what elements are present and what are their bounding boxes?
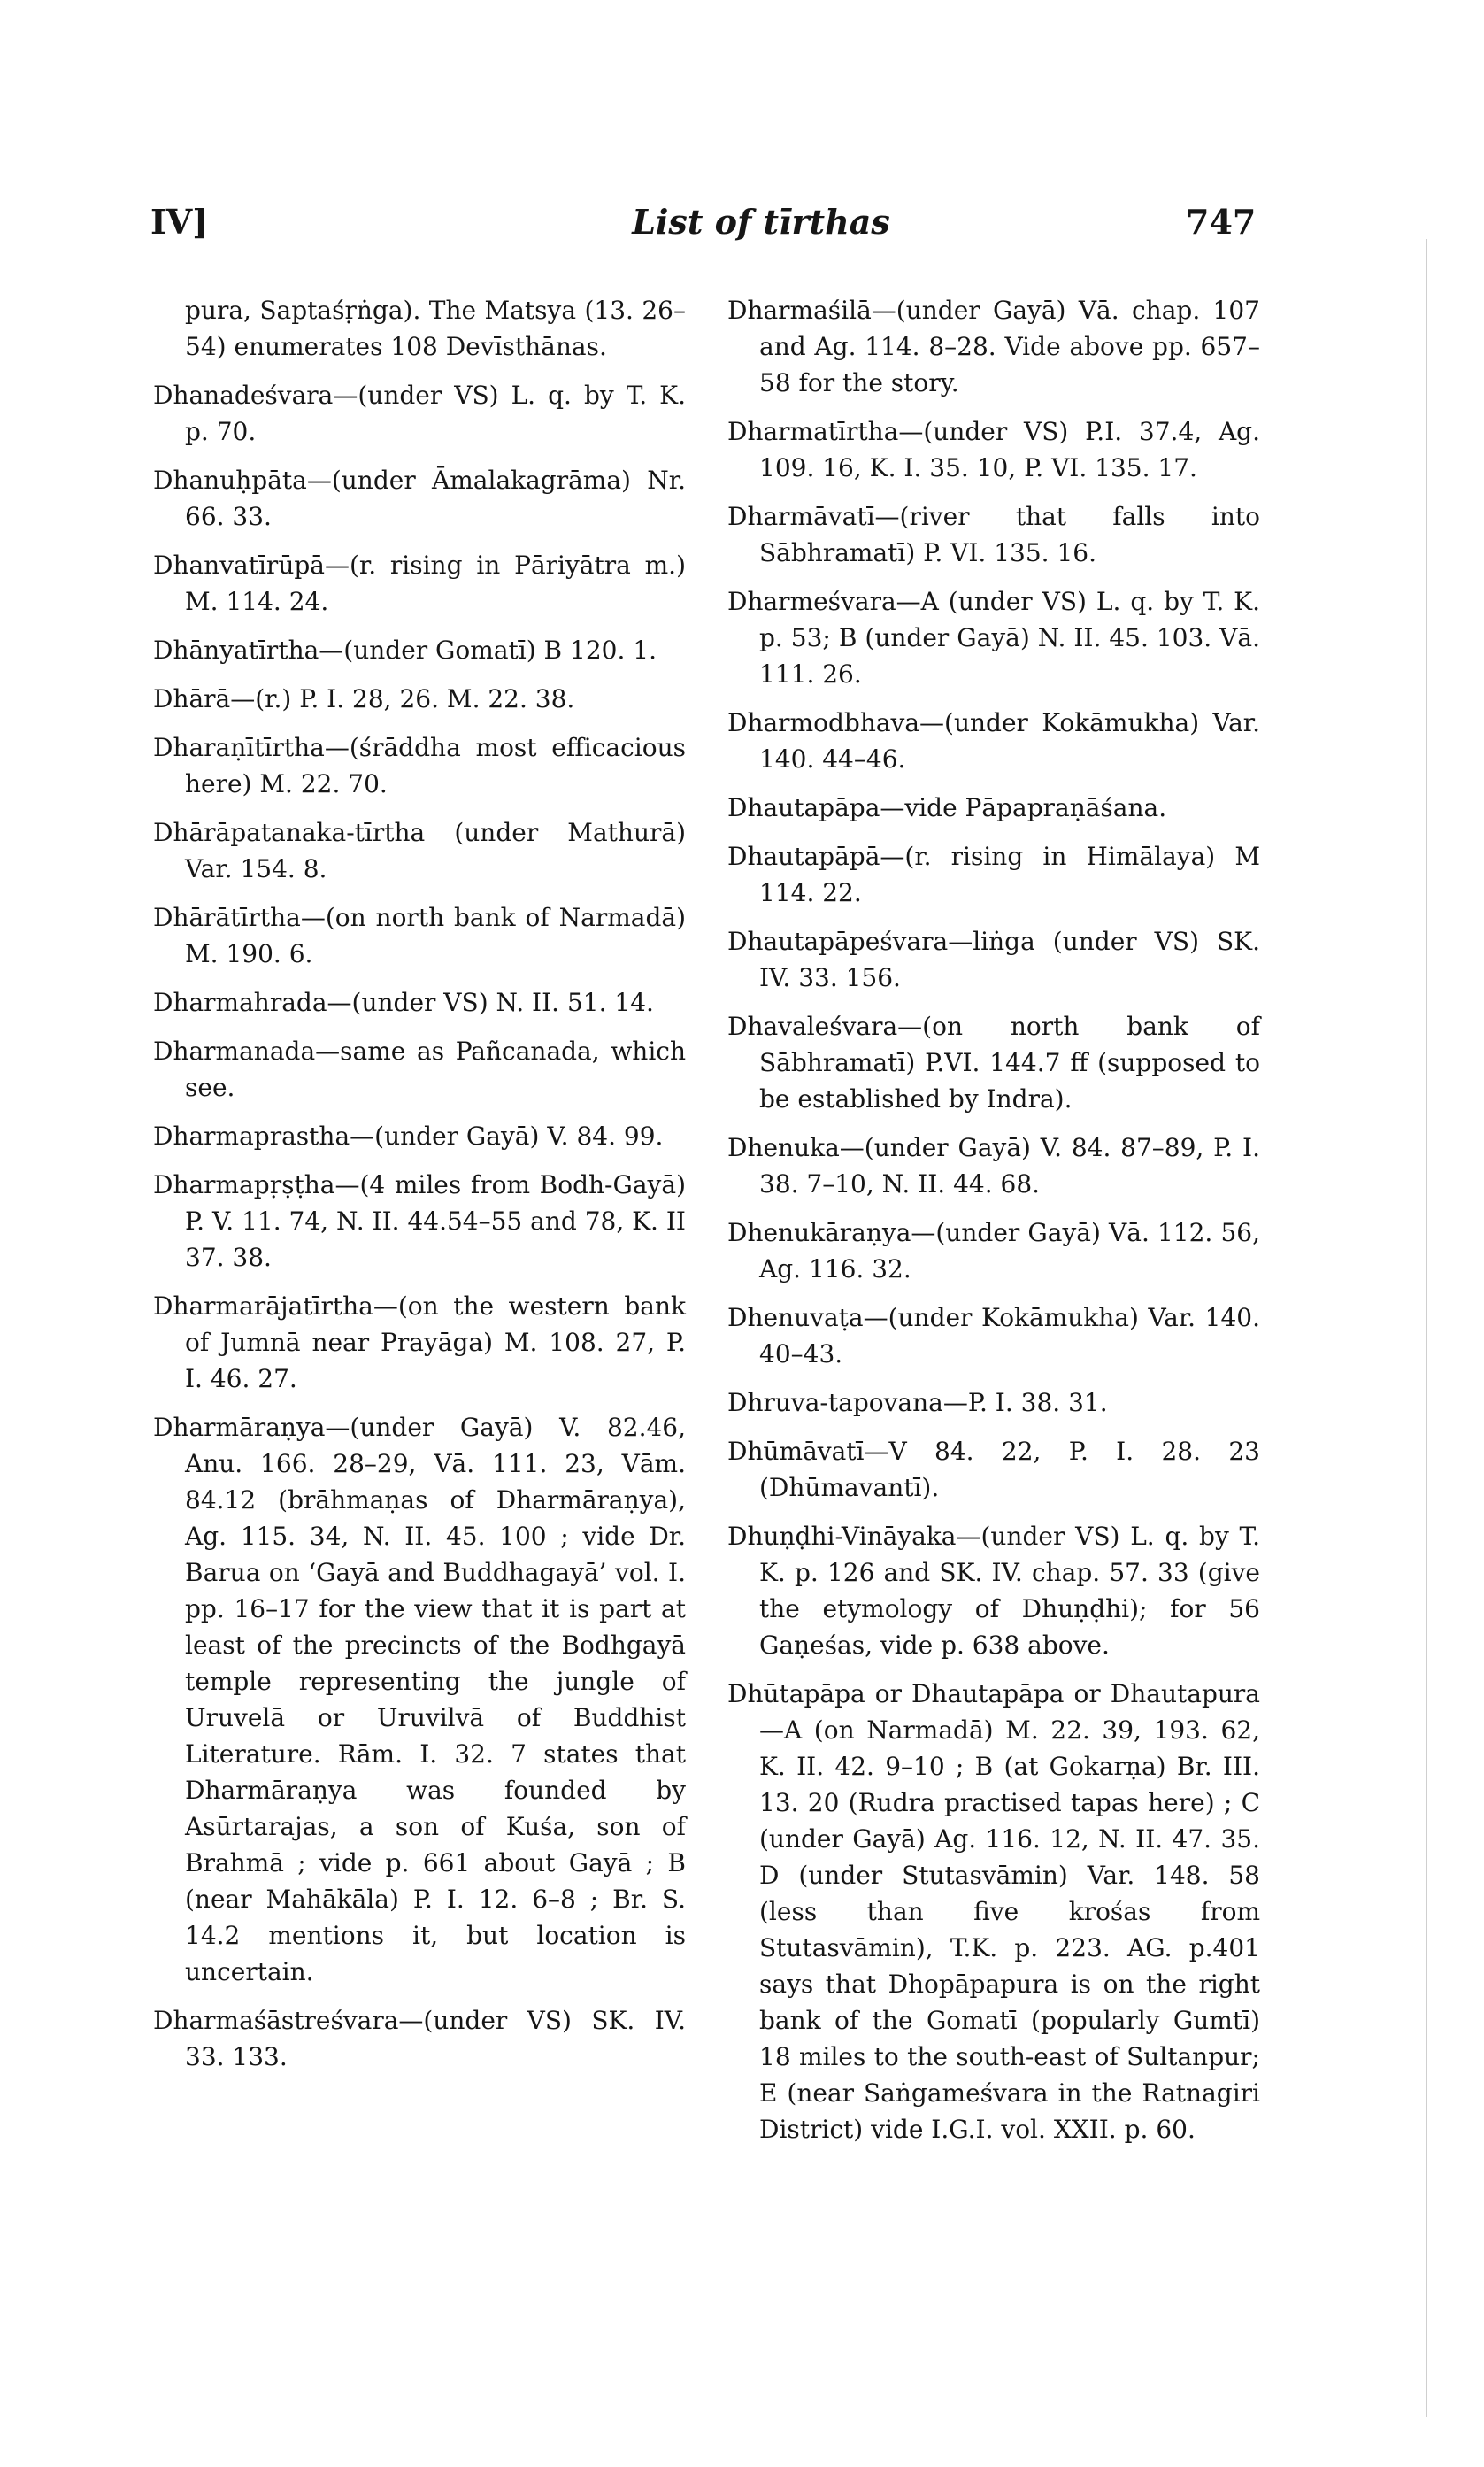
entry: Dharmāvatī—(river that falls into Sābhramatī) P. VI. 135. 16.: [727, 502, 1260, 567]
entry: Dharmeśvara—A (under VS) L. q. by T. K. p. 53; B (under Gayā) N. II. 45. 103. Vā. 111. 26.: [727, 587, 1260, 689]
entry: Dhautapāpeśvara—liṅga (under VS) SK. IV. 33. 156.: [727, 927, 1260, 992]
entry: Dhūmāvatī—V 84. 22, P. I. 28. 23 (Dhūmavantī).: [727, 1437, 1260, 1502]
entry: Dharmatīrtha—(under VS) P.I. 37.4, Ag. 109. 16, K. I. 35. 10, P. VI. 135. 17.: [727, 417, 1260, 482]
entry: Dharmahrada—(under VS) N. II. 51. 14.: [153, 988, 654, 1017]
entry: Dhruva-tapovana—P. I. 38. 31.: [727, 1388, 1108, 1417]
entry: Dhenukāraṇya—(under Gayā) Vā. 112. 56, Ag. 116. 32.: [727, 1218, 1260, 1284]
entry: Dhautapāpā—(r. rising in Himālaya) M 114. 22.: [727, 842, 1260, 907]
entry: Dhanadeśvara—(under VS) L. q. by T. K. p. 70.: [153, 381, 686, 446]
entry: Dhavaleśvara—(on north bank of Sābhramatī) P.VI. 144.7 ff (supposed to be established by Indra).: [727, 1012, 1260, 1114]
entry: Dhānyatīrtha—(under Gomatī) B 120. 1.: [153, 636, 657, 665]
entry: Dhanvatīrūpā—(r. rising in Pāriyātra m.) M. 114. 24.: [153, 551, 686, 616]
entry: Dhautapāpa—vide Pāpapraṇāśana.: [727, 793, 1167, 822]
entry: Dhuṇḍhi-Vināyaka—(under VS) L. q. by T. K. p. 126 and SK. IV. chap. 57. 33 (give the etymology of Dhuṇḍhi); for 56 Gaṇeśas, vide p. 638 above.: [727, 1522, 1260, 1660]
entry: Dharmaśilā—(under Gayā) Vā. chap. 107 and Ag. 114. 8–28. Vide above pp. 657–58 for the story.: [727, 296, 1260, 397]
entry: Dharmaprastha—(under Gayā) V. 84. 99.: [153, 1122, 664, 1151]
entry: pura, Saptaśṛṅga). The Matsya (13. 26–54) enumerates 108 Devīsthānas.: [185, 296, 686, 361]
entry: Dhārā—(r.) P. I. 28, 26. M. 22. 38.: [153, 684, 575, 713]
entry: Dharmodbhava—(under Kokāmukha) Var. 140. 44–46.: [727, 708, 1260, 774]
entry: Dharmanada—same as Pañcanada, which see.: [153, 1037, 686, 1102]
entry: Dhenuka—(under Gayā) V. 84. 87–89, P. I. 38. 7–10, N. II. 44. 68.: [727, 1133, 1260, 1199]
entry: Dhārāpatanaka-tīrtha (under Mathurā) Var. 154. 8.: [153, 818, 686, 883]
running-title: List of tīrthas: [632, 202, 890, 242]
entry: Dhanuḥpāta—(under Āmalakagrāma) Nr. 66. 33.: [153, 466, 686, 531]
chapter-marker: IV]: [150, 202, 209, 242]
entry: Dharmarājatīrtha—(on the western bank of Jumnā near Prayāga) M. 108. 27, P. I. 46. 27.: [153, 1291, 686, 1393]
entry: Dharaṇītīrtha—(śrāddha most efficacious here) M. 22. 70.: [153, 733, 686, 798]
entry: Dharmapṛṣṭha—(4 miles from Bodh-Gayā) P. V. 11. 74, N. II. 44.54–55 and 78, K. II 37. 38.: [153, 1170, 686, 1272]
right-column: [727, 292, 1260, 2160]
entry: Dharmāraṇya—(under Gayā) V. 82.46, Anu. 166. 28–29, Vā. 111. 23, Vām. 84.12 (brāhmaṇas of Dharmāraṇya), Ag. 115. 34, N. II. 45. 100 ; vide Dr. Barua on ‘Gayā and Buddhagayā’ vol. I. pp. 16–17 for the view that it is part at least of the precincts of the Bodhgayā temple representing the jungle of Uruvelā or Uruvilvā of Buddhist Literature. Rām. I. 32. 7 states that Dharmāraṇya was founded by Asūrtarajas, a son of Kuśa, son of Brahmā ; vide p. 661 about Gayā ; B (near Mahākāla) P. I. 12. 6–8 ; Br. S. 14.2 mentions it, but location is uncertain.: [153, 1413, 686, 1986]
page-number: 747: [1186, 202, 1257, 242]
entry: Dhenuvaṭa—(under Kokāmukha) Var. 140. 40–43.: [727, 1303, 1260, 1368]
entry: Dharmaśāstreśvara—(under VS) SK. IV. 33. 133.: [153, 2006, 686, 2071]
left-column: [153, 292, 686, 2087]
entry: Dhārātīrtha—(on north bank of Narmadā) M. 190. 6.: [153, 903, 686, 968]
page-edge-rule: [1426, 239, 1427, 2417]
entry: Dhūtapāpa or Dhautapāpa or Dhautapura—A (on Narmadā) M. 22. 39, 193. 62, K. II. 42. 9–10 ; B (at Gokarṇa) Br. III. 13. 20 (Rudra practised tapas here) ; C (under Gayā) Ag. 116. 12, N. II. 47. 35. D (under Stutasvāmin) Var. 148. 58 (less than five krośas from Stutasvāmin), T.K. p. 223. AG. p.401 says that Dhopāpapura is on the right bank of the Gomatī (popularly Gumtī) 18 miles to the south-east of Sultanpur; E (near Saṅgameśvara in the Ratnagiri District) vide I.G.I. vol. XXII. p. 60.: [727, 1679, 1260, 2144]
